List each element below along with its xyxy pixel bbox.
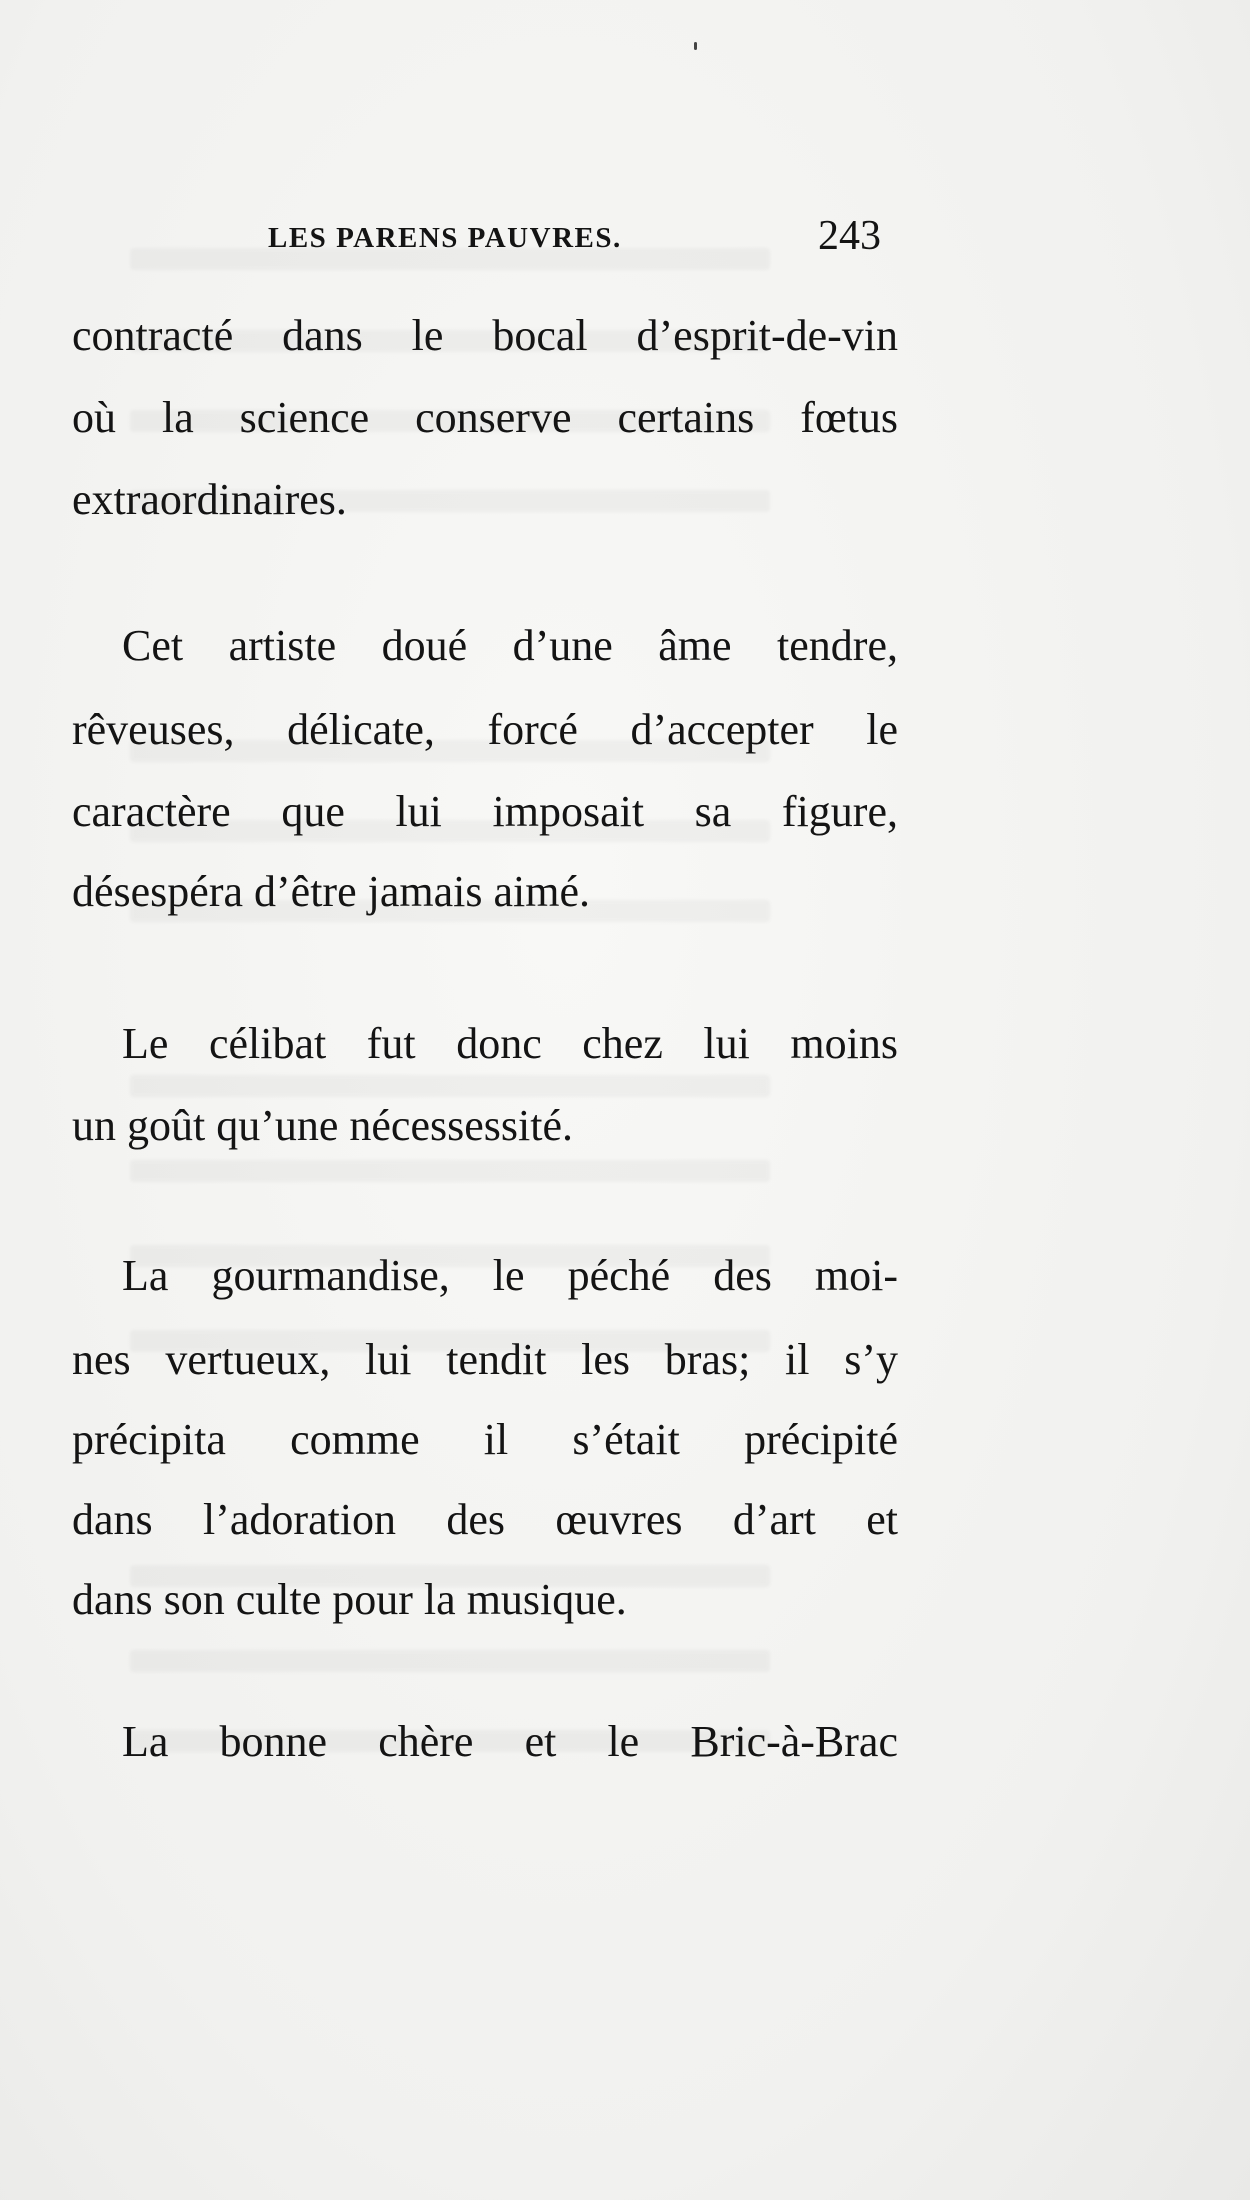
ink-speck	[694, 42, 697, 50]
bleed-line	[130, 1075, 770, 1097]
text-line: La gourmandise, le péché des moi-	[122, 1251, 898, 1300]
text-line: Le célibat fut donc chez lui moins	[122, 1019, 898, 1068]
bleed-line	[130, 1650, 770, 1672]
text-line: contracté dans le bocal d’esprit-de-vin	[72, 311, 898, 360]
text-line: rêveuses, délicate, forcé d’accepter le	[72, 705, 898, 754]
text-line: précipita comme il s’était précipité	[72, 1415, 898, 1464]
text-line: caractère que lui imposait sa figure,	[72, 787, 898, 836]
text-line: dans l’adoration des œuvres d’art et	[72, 1495, 898, 1544]
text-line: désespéra d’être jamais aimé.	[72, 867, 590, 916]
text-line: dans son culte pour la musique.	[72, 1575, 627, 1624]
bleed-line	[130, 1160, 770, 1182]
page-number: 243	[818, 213, 881, 259]
text-line: extraordinaires.	[72, 475, 347, 524]
text-line: Cet artiste doué d’une âme tendre,	[122, 621, 898, 670]
text-line: où la science conserve certains fœtus	[72, 393, 898, 442]
running-title: LES PARENS PAUVRES.	[268, 222, 622, 254]
text-line: La bonne chère et le Bric-à-Brac	[122, 1717, 898, 1766]
text-line: nes vertueux, lui tendit les bras; il s’y	[72, 1335, 898, 1384]
text-line: un goût qu’une nécessessité.	[72, 1101, 573, 1150]
